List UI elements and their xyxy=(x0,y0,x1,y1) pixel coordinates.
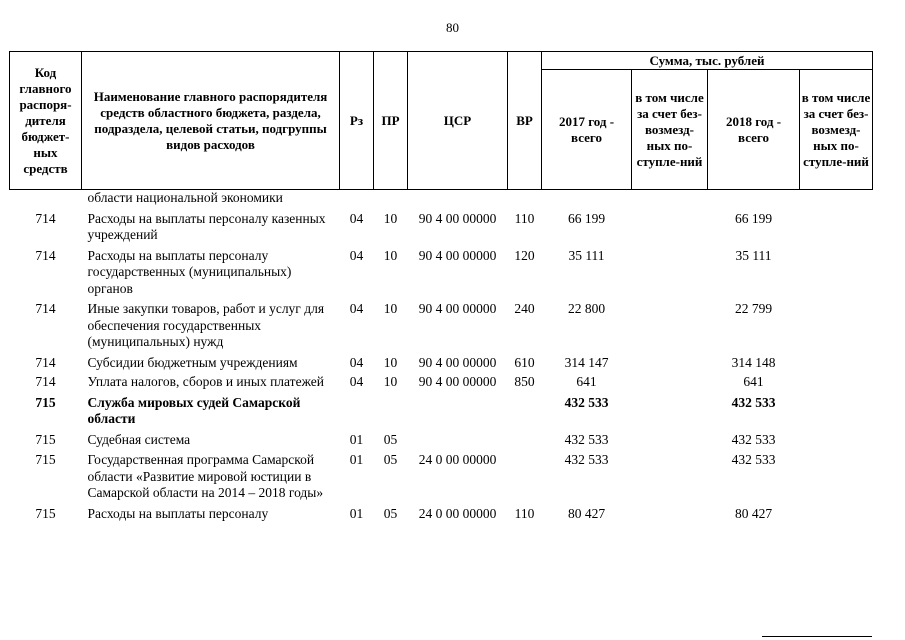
row-code: 715 xyxy=(35,452,56,467)
row-2018-incl xyxy=(800,244,873,298)
row-2017-incl xyxy=(632,502,708,523)
header-csr: ЦСР xyxy=(408,52,508,190)
row-rz: 04 xyxy=(349,374,364,389)
row-vr: 610 xyxy=(514,354,535,370)
row-2018-incl xyxy=(800,190,873,207)
row-vr: 850 xyxy=(514,374,535,389)
row-2017-incl xyxy=(632,190,708,207)
row-csr xyxy=(408,190,508,207)
header-name: Наименование главного распорядителя средств областного бюджета, раздела, подраздела, целевой статьи, подгруппы видов расходов xyxy=(82,52,340,190)
row-2017-total xyxy=(542,190,632,207)
row-csr xyxy=(408,428,508,449)
table-row xyxy=(10,190,873,207)
table-row xyxy=(10,428,873,449)
row-code: 714 xyxy=(35,354,56,370)
header-2017-total: 2017 год - всего xyxy=(542,70,632,190)
table-header xyxy=(10,52,873,190)
row-pr: 10 xyxy=(383,247,398,263)
row-csr: 90 4 00 00000 xyxy=(418,374,497,389)
row-name: области национальной экономики xyxy=(87,190,283,205)
row-vr: 240 xyxy=(514,301,535,316)
row-code: 715 xyxy=(35,394,56,410)
row-2017-incl xyxy=(632,391,708,428)
row-2018-total: 314 148 xyxy=(731,354,776,370)
header-2018-total: 2018 год - всего xyxy=(708,70,800,190)
row-code xyxy=(10,190,82,207)
row-csr: 90 4 00 00000 xyxy=(418,354,497,370)
row-csr: 90 4 00 00000 xyxy=(418,301,497,316)
row-2017-total: 641 xyxy=(576,374,597,389)
table-row xyxy=(10,297,873,351)
row-name: Расходы на выплаты персоналу xyxy=(87,505,269,521)
row-pr: 05 xyxy=(383,505,398,521)
row-2018-incl xyxy=(800,351,873,372)
budget-table xyxy=(9,51,873,522)
row-2017-total: 80 427 xyxy=(567,505,606,521)
row-vr xyxy=(508,190,542,207)
row-rz: 04 xyxy=(349,354,364,370)
row-2018-incl xyxy=(800,502,873,523)
row-2017-total: 432 533 xyxy=(564,394,609,410)
row-2018-total: 432 533 xyxy=(731,394,776,410)
header-sum: Сумма, тыс. рублей xyxy=(542,52,873,70)
row-2018-incl xyxy=(800,391,873,428)
row-rz: 01 xyxy=(349,505,364,521)
page-number: 80 xyxy=(446,20,459,35)
header-code: Код главного распоря-дителя бюджет-ных средств xyxy=(10,52,82,190)
row-2018-total: 641 xyxy=(743,374,764,389)
row-2017-total: 314 147 xyxy=(564,354,609,370)
row-2017-incl xyxy=(632,297,708,351)
row-rz: 01 xyxy=(349,452,364,467)
header-vr: ВР xyxy=(508,52,542,190)
table-row xyxy=(10,448,873,502)
row-code: 714 xyxy=(35,247,56,263)
row-pr: 10 xyxy=(383,354,398,370)
header-pr: ПР xyxy=(374,52,408,190)
table-row xyxy=(10,244,873,298)
row-2018-total xyxy=(708,190,800,207)
header-rz: Рз xyxy=(340,52,374,190)
row-name: Расходы на выплаты персоналу казенных учреждений xyxy=(87,210,326,242)
row-2018-total: 22 799 xyxy=(734,301,773,316)
row-2017-incl xyxy=(632,207,708,244)
row-csr: 90 4 00 00000 xyxy=(418,247,497,263)
table-row xyxy=(10,502,873,523)
row-name: Расходы на выплаты персоналу государственных (муниципальных) органов xyxy=(87,247,292,296)
row-name: Иные закупки товаров, работ и услуг для обеспечения государственных (муниципальных) нужд xyxy=(87,301,325,349)
row-vr: 110 xyxy=(514,210,535,226)
row-2017-incl xyxy=(632,428,708,449)
row-2017-incl xyxy=(632,244,708,298)
row-vr: 110 xyxy=(514,505,535,521)
header-2018-incl: в том числе за счет без-возмезд-ных по-ступле-ний xyxy=(800,70,873,190)
row-2017-total: 35 111 xyxy=(568,247,605,263)
row-2018-incl xyxy=(800,207,873,244)
table-row xyxy=(10,207,873,244)
row-2017-incl xyxy=(632,371,708,391)
row-2018-incl xyxy=(800,297,873,351)
row-rz: 04 xyxy=(349,301,364,316)
row-pr: 10 xyxy=(383,374,398,389)
table-row xyxy=(10,351,873,372)
row-name: Служба мировых судей Самарской области xyxy=(87,394,301,426)
row-2017-total: 22 800 xyxy=(567,301,606,316)
row-rz: 04 xyxy=(349,247,364,263)
row-2017-total: 432 533 xyxy=(564,431,609,447)
row-name: Судебная система xyxy=(87,431,191,447)
row-csr: 24 0 00 00000 xyxy=(418,505,497,521)
row-2018-total: 432 533 xyxy=(731,452,776,467)
row-vr xyxy=(508,428,542,449)
row-rz xyxy=(340,391,374,428)
row-code: 714 xyxy=(35,301,56,316)
row-2017-incl xyxy=(632,351,708,372)
row-csr xyxy=(408,391,508,428)
row-name: Государственная программа Самарской области «Развитие мировой юстиции в Самарской области на 2014 – 2018 годы» xyxy=(87,452,324,500)
table-row xyxy=(10,371,873,391)
row-2018-total: 35 111 xyxy=(735,247,772,263)
row-pr xyxy=(374,391,408,428)
row-vr: 120 xyxy=(514,247,535,263)
row-csr: 90 4 00 00000 xyxy=(418,210,497,226)
footer-rule xyxy=(762,636,872,637)
header-2017-incl: в том числе за счет без-возмезд-ных по-ступле-ний xyxy=(632,70,708,190)
row-2018-total: 66 199 xyxy=(734,210,773,226)
row-name: Субсидии бюджетным учреждениям xyxy=(87,354,298,370)
row-code: 714 xyxy=(35,210,56,226)
row-vr xyxy=(508,448,542,502)
row-pr: 10 xyxy=(383,210,398,226)
row-rz: 01 xyxy=(349,431,364,447)
row-2018-total: 432 533 xyxy=(731,431,776,447)
row-code: 715 xyxy=(35,505,56,521)
row-csr: 24 0 00 00000 xyxy=(418,452,497,467)
row-name: Уплата налогов, сборов и иных платежей xyxy=(87,374,324,389)
row-pr: 05 xyxy=(383,431,398,447)
row-rz xyxy=(340,190,374,207)
row-2017-total: 66 199 xyxy=(567,210,606,226)
row-pr xyxy=(374,190,408,207)
row-pr: 05 xyxy=(383,452,398,467)
row-2018-incl xyxy=(800,448,873,502)
row-2018-incl xyxy=(800,428,873,449)
table-body xyxy=(10,190,873,523)
row-2017-incl xyxy=(632,448,708,502)
row-2017-total: 432 533 xyxy=(564,452,609,467)
row-vr xyxy=(508,391,542,428)
row-code: 714 xyxy=(35,374,56,389)
row-pr: 10 xyxy=(383,301,398,316)
table-row xyxy=(10,391,873,428)
row-rz: 04 xyxy=(349,210,364,226)
row-code: 715 xyxy=(35,431,56,447)
row-2018-incl xyxy=(800,371,873,391)
row-2018-total: 80 427 xyxy=(734,505,773,521)
